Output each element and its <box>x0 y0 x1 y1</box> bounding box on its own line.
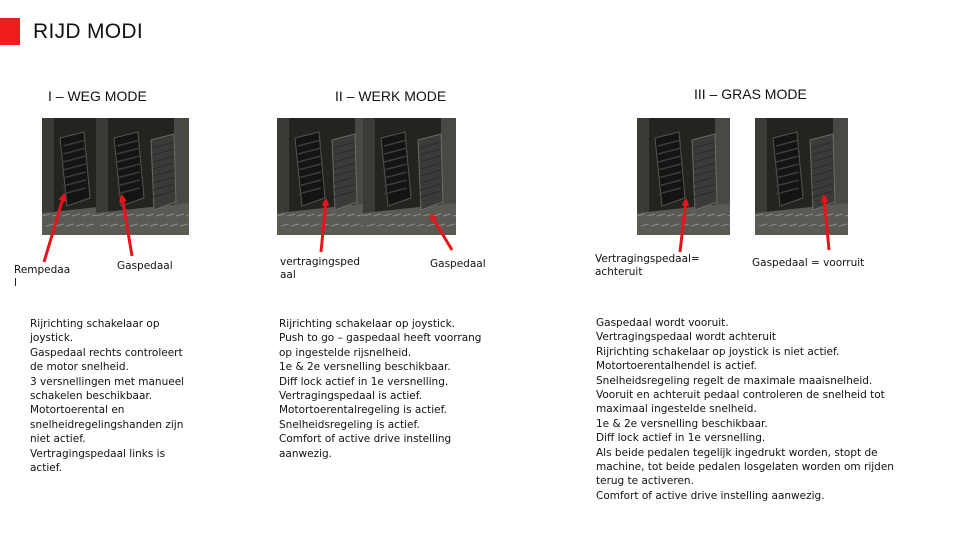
label-vertragingspedaal-gras: Vertragingspedaal= achteruit <box>595 253 700 278</box>
mode-description-werk <box>279 317 519 461</box>
pedals-photo <box>96 118 189 235</box>
mode-title-gras: III – GRAS MODE <box>694 86 807 102</box>
description-line: Rijrichting schakelaar op joystick. <box>279 318 456 330</box>
description-line: Gaspedaal wordt vooruit. <box>596 317 729 329</box>
pedals-photo <box>363 118 456 235</box>
description-line: Snelheidsregeling is actief. <box>279 418 420 431</box>
description-line: Vertragingspedaal wordt achteruit <box>596 331 777 344</box>
mode-description-gras <box>596 316 941 503</box>
description-line: Motortoerentalhendel is actief. <box>596 360 757 373</box>
description-line: Snelheidsregeling regelt de maximale maaisnelheid. <box>596 374 873 387</box>
description-line: niet actief. <box>30 433 86 446</box>
description-line: aanwezig. <box>279 447 333 460</box>
description-line: 1e & 2e versnelling beschikbaar. <box>279 361 451 374</box>
label-vertragingspedaal-werk: vertragingsped aal <box>280 256 361 281</box>
mode-title-weg: I – WEG MODE <box>48 88 147 104</box>
description-line: terug te activeren. <box>596 475 694 488</box>
mode-title-werk: II – WERK MODE <box>335 88 447 104</box>
accent-bar <box>0 18 20 45</box>
label-rempedaal: Rempedaa l <box>14 264 71 289</box>
description-line: Vooruit en achteruit pedaal controleren de snelheid tot <box>596 389 885 402</box>
description-line: 3 versnellingen met manueel <box>30 375 185 388</box>
description-line: maximaal ingestelde snelheid. <box>596 403 757 416</box>
description-line: Vertragingspedaal links is <box>30 447 166 460</box>
description-line: Comfort of active drive instelling <box>279 433 452 446</box>
description-line: 1e & 2e versnelling beschikbaar. <box>596 417 768 430</box>
description-line: Rijrichting schakelaar op <box>30 318 160 330</box>
description-line: Comfort of active drive instelling aanwezig. <box>596 489 825 502</box>
description-line: Motortoerentalregeling is actief. <box>279 404 447 417</box>
slide-title: RIJD MODI <box>33 20 144 43</box>
description-line: Gaspedaal rechts controleert <box>30 346 183 359</box>
description-line: actief. <box>30 462 62 475</box>
description-line: op ingestelde rijsnelheid. <box>279 346 412 359</box>
label-gaspedaal-werk: Gaspedaal <box>430 258 486 270</box>
description-line: Vertragingspedaal is actief. <box>279 390 422 403</box>
pedals-photo <box>277 118 370 235</box>
description-line: schakelen beschikbaar. <box>30 390 153 403</box>
description-line: machine, tot beide pedalen losgelaten worden om rijden <box>596 461 894 474</box>
label-gaspedaal-weg: Gaspedaal <box>117 260 173 272</box>
description-line: Motortoerental en <box>30 404 125 417</box>
description-line: Diff lock actief in 1e versnelling. <box>279 375 449 388</box>
description-line: Als beide pedalen tegelijk ingedrukt worden, stopt de <box>596 446 878 459</box>
description-line: Rijrichting schakelaar op joystick is niet actief. <box>596 345 840 358</box>
pedals-photo <box>637 118 730 235</box>
mode-description-weg <box>30 317 210 475</box>
description-line: Push to go – gaspedaal heeft voorrang <box>279 332 482 345</box>
label-gaspedaal-gras: Gaspedaal = voorruit <box>752 257 865 269</box>
description-line: de motor snelheid. <box>30 361 129 374</box>
description-line: joystick. <box>30 332 74 345</box>
description-line: snelheidregelingshanden zijn <box>30 418 184 431</box>
description-line: Diff lock actief in 1e versnelling. <box>596 432 766 445</box>
pedals-photo <box>755 118 848 235</box>
